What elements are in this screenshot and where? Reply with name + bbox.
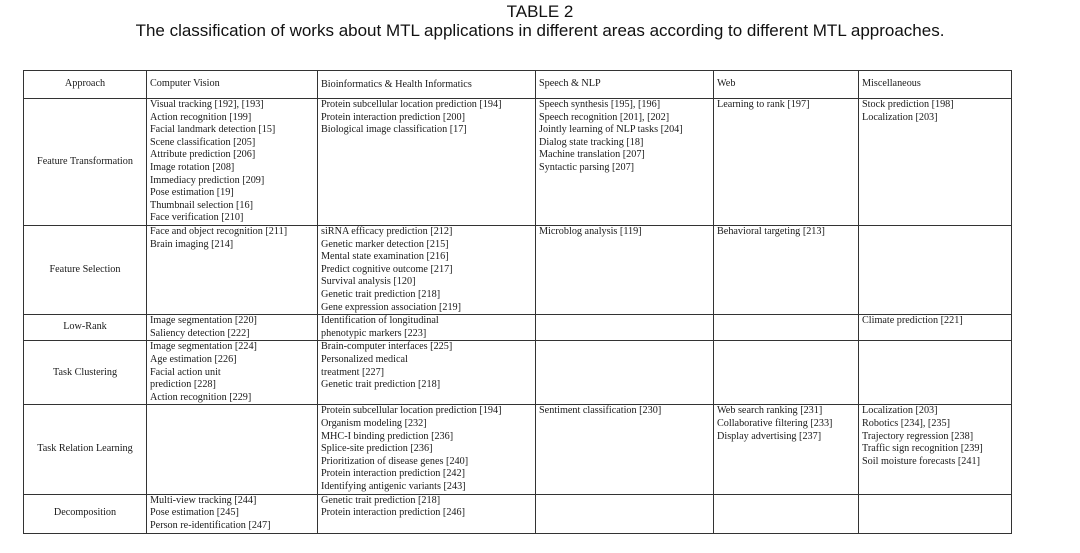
cell-entry: Learning to rank [197]	[717, 99, 810, 110]
cell-miscellaneous	[859, 494, 1012, 533]
cell-entry: Saliency detection [222]	[150, 327, 250, 339]
cell-entry: Face verification [210]	[150, 212, 244, 224]
cell-entry: Jointly learning of NLP tasks [204]	[539, 124, 683, 136]
cell-entry: Protein subcellular location prediction [194]	[321, 99, 502, 110]
cell-approach: Task Relation Learning	[24, 405, 147, 494]
cell-approach: Feature Transformation	[24, 99, 147, 226]
cell-miscellaneous	[859, 226, 1012, 315]
table-row	[24, 405, 1012, 494]
cell-approach: Decomposition	[24, 494, 147, 533]
cell-entry: Brain imaging [214]	[150, 238, 234, 250]
cell-entry: MHC-I binding prediction [236]	[321, 430, 454, 442]
cell-entry: Image rotation [208]	[150, 161, 235, 173]
cell-entry: Face and object recognition [211]	[150, 226, 288, 237]
cell-entry: Pose estimation [19]	[150, 187, 234, 199]
cell-entry: Brain-computer interfaces [225]	[321, 341, 453, 353]
cell-entry: Sentiment classification [230]	[539, 405, 662, 417]
cell-miscellaneous	[859, 405, 1012, 494]
cell-computer-vision	[147, 494, 318, 533]
cell-entry: Person re-identification [247]	[150, 519, 271, 531]
cell-entry: Genetic trait prediction [218]	[321, 379, 441, 391]
table-label: TABLE 2	[506, 2, 574, 21]
cell-entry: Genetic trait prediction [218]	[321, 494, 441, 506]
header-bioinformatics: Bioinformatics & Health Informatics	[318, 71, 536, 99]
cell-computer-vision	[147, 315, 318, 341]
cell-entry: Attribute prediction [206]	[150, 149, 256, 161]
cell-bioinformatics	[318, 341, 536, 405]
cell-entry: Image segmentation [220]	[150, 315, 257, 327]
cell-entry: Behavioral targeting [213]	[717, 226, 825, 237]
cell-speech-nlp	[536, 405, 714, 494]
cell-entry: Action recognition [229]	[150, 391, 252, 403]
cell-web	[714, 341, 859, 405]
cell-entry: Genetic marker detection [215]	[321, 238, 449, 250]
header-row	[24, 71, 1012, 99]
cell-bioinformatics	[318, 99, 536, 226]
cell-computer-vision	[147, 341, 318, 405]
cell-entry: Personalized medical	[321, 353, 408, 365]
cell-entry: Stock prediction [198]	[862, 99, 954, 110]
cell-entry: Robotics [234], [235]	[862, 417, 950, 429]
cell-approach: Feature Selection	[24, 226, 147, 315]
cell-miscellaneous	[859, 99, 1012, 226]
cell-entry: Display advertising [237]	[717, 430, 822, 442]
cell-entry: Speech synthesis [195], [196]	[539, 99, 661, 110]
cell-entry: Web search ranking [231]	[717, 405, 823, 417]
cell-entry: Localization [203]	[862, 111, 938, 123]
cell-web	[714, 315, 859, 341]
cell-web	[714, 405, 859, 494]
cell-speech-nlp	[536, 494, 714, 533]
cell-speech-nlp	[536, 315, 714, 341]
cell-entry: Localization [203]	[862, 405, 938, 417]
cell-bioinformatics	[318, 405, 536, 494]
cell-entry: Predict cognitive outcome [217]	[321, 263, 453, 275]
cell-entry: Microblog analysis [119]	[539, 226, 642, 237]
table-row	[24, 315, 1012, 341]
cell-entry: phenotypic markers [223]	[321, 327, 427, 339]
cell-entry: Survival analysis [120]	[321, 276, 416, 288]
cell-entry: Genetic trait prediction [218]	[321, 288, 441, 300]
cell-speech-nlp	[536, 99, 714, 226]
cell-entry: Identifying antigenic variants [243]	[321, 480, 466, 492]
cell-entry: siRNA efficacy prediction [212]	[321, 226, 453, 237]
cell-entry: Syntactic parsing [207]	[539, 161, 635, 173]
cell-entry: Multi-view tracking [244]	[150, 494, 257, 506]
header-miscellaneous: Miscellaneous	[859, 71, 1012, 99]
cell-bioinformatics	[318, 226, 536, 315]
cell-entry: Mental state examination [216]	[321, 251, 449, 263]
cell-entry: Immediacy prediction [209]	[150, 174, 265, 186]
table-row	[24, 226, 1012, 315]
cell-entry: Facial action unit	[150, 366, 221, 378]
cell-entry: Facial landmark detection [15]	[150, 124, 276, 136]
cell-entry: Image segmentation [224]	[150, 341, 257, 353]
cell-web	[714, 99, 859, 226]
cell-web	[714, 226, 859, 315]
cell-entry: Protein subcellular location prediction [194]	[321, 405, 502, 417]
cell-computer-vision	[147, 99, 318, 226]
cell-entry: treatment [227]	[321, 366, 385, 378]
cell-entry: Gene expression association [219]	[321, 301, 462, 313]
cell-entry: Machine translation [207]	[539, 149, 645, 161]
cell-entry: Thumbnail selection [16]	[150, 199, 253, 211]
table-row	[24, 99, 1012, 226]
cell-entry: Protein interaction prediction [200]	[321, 111, 465, 123]
cell-approach: Task Clustering	[24, 341, 147, 405]
cell-miscellaneous	[859, 341, 1012, 405]
cell-entry: Pose estimation [245]	[150, 507, 239, 519]
cell-entry: Prioritization of disease genes [240]	[321, 455, 469, 467]
classification-table	[23, 70, 1012, 534]
cell-entry: prediction [228]	[150, 379, 216, 391]
header-web: Web	[714, 71, 859, 99]
table-row	[24, 341, 1012, 405]
cell-entry: Scene classification [205]	[150, 136, 256, 148]
cell-entry: Protein interaction prediction [242]	[321, 468, 465, 480]
cell-entry: Climate prediction [221]	[862, 315, 963, 327]
cell-bioinformatics	[318, 494, 536, 533]
header-speech-nlp: Speech & NLP	[536, 71, 714, 99]
cell-speech-nlp	[536, 341, 714, 405]
cell-entry: Trajectory regression [238]	[862, 430, 974, 442]
cell-bioinformatics	[318, 315, 536, 341]
cell-entry: Protein interaction prediction [246]	[321, 507, 465, 519]
header-approach: Approach	[24, 71, 147, 99]
cell-entry: Identification of longitudinal	[321, 315, 439, 327]
cell-entry: Soil moisture forecasts [241]	[862, 455, 980, 467]
cell-computer-vision	[147, 226, 318, 315]
cell-entry: Speech recognition [201], [202]	[539, 111, 670, 123]
cell-approach: Low-Rank	[24, 315, 147, 341]
cell-entry: Splice-site prediction [236]	[321, 443, 433, 455]
header-computer-vision: Computer Vision	[147, 71, 318, 99]
cell-entry: Organism modeling [232]	[321, 417, 427, 429]
cell-miscellaneous	[859, 315, 1012, 341]
table-caption: The classification of works about MTL applications in different areas according to different MTL approaches.	[135, 21, 945, 40]
cell-entry: Biological image classification [17]	[321, 124, 467, 136]
cell-web	[714, 494, 859, 533]
cell-speech-nlp	[536, 226, 714, 315]
cell-entry: Action recognition [199]	[150, 111, 252, 123]
cell-entry: Visual tracking [192], [193]	[150, 99, 264, 110]
cell-entry: Traffic sign recognition [239]	[862, 443, 983, 455]
table-row	[24, 494, 1012, 533]
cell-entry: Age estimation [226]	[150, 353, 237, 365]
cell-entry: Dialog state tracking [18]	[539, 136, 644, 148]
cell-computer-vision	[147, 405, 318, 494]
cell-entry: Collaborative filtering [233]	[717, 417, 833, 429]
